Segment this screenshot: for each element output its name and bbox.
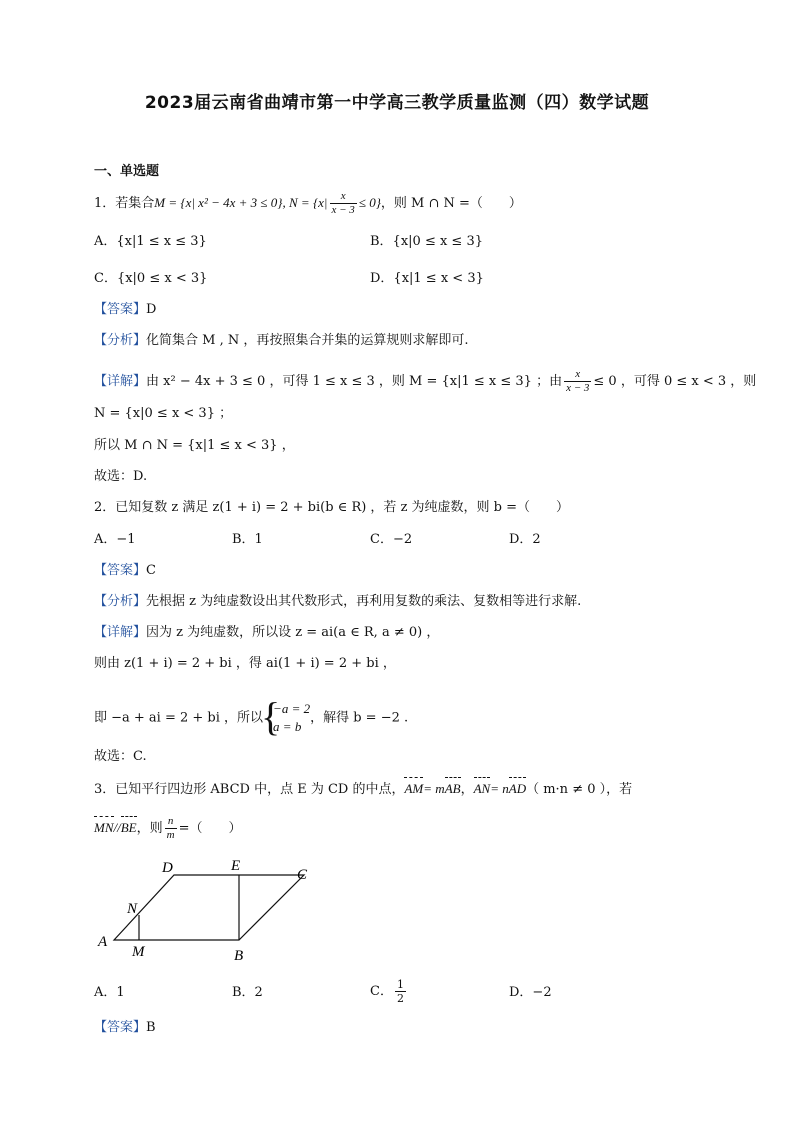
q2-stem: 2．已知复数 z 满足 z(1 + i) = 2 + bi(b ∈ R) ，若 z 为纯虚数，则 b =（ ） bbox=[94, 500, 570, 515]
q1-stem: 1．若集合M = {x| x² − 4x + 3 ≤ 0}, N = {x| $\frac{x}{x - 3}$ ≤ 0}，则 M ∩ N =（ ） bbox=[94, 190, 522, 216]
vector-be: BE bbox=[121, 818, 137, 838]
q2-equation-system: { −a = 2 a = b bbox=[261, 694, 311, 739]
parallelogram-abcd bbox=[114, 875, 304, 940]
q1-option-b[interactable]: B．{x|0 ≤ x ≤ 3} bbox=[370, 234, 483, 249]
vector-ad: AD bbox=[509, 779, 526, 799]
q2-option-b[interactable]: B．1 bbox=[232, 532, 263, 547]
q2-detail-line4: 故选：C. bbox=[94, 749, 147, 764]
label-d: D bbox=[162, 860, 173, 876]
q2-option-d[interactable]: D．2 bbox=[509, 532, 541, 547]
q2-analysis: 【分析】先根据 z 为纯虚数设出其代数形式，再利用复数的乘法、复数相等进行求解. bbox=[94, 594, 582, 609]
label-e: E bbox=[231, 858, 241, 874]
q1-option-a[interactable]: A．{x|1 ≤ x ≤ 3} bbox=[94, 234, 207, 249]
q1-detail-line1: 【详解】由 x² − 4x + 3 ≤ 0 ，可得 1 ≤ x ≤ 3 ，则 M = {x|1 ≤ x ≤ 3} ；由 $\frac{x}{x - 3}$ ≤ 0 ，可得 0 ≤ x < 3 ，则 bbox=[94, 368, 757, 394]
vector-an: AN bbox=[474, 779, 491, 799]
q2-detail-line2: 则由 z(1 + i) = 2 + bi ，得 ai(1 + i) = 2 + bi ， bbox=[94, 656, 396, 671]
page-title: 2023届云南省曲靖市第一中学高三教学质量监测（四）数学试题 bbox=[144, 93, 650, 113]
label-m: M bbox=[132, 944, 145, 960]
q1-detail-fraction: $\frac{x}{x - 3}$ bbox=[566, 368, 590, 394]
q3-stem-line2: MN//BE，则 $\frac{n}{m}$ =（ ） bbox=[94, 815, 242, 841]
q2-detail-line1: 【详解】因为 z 为纯虚数，所以设 z = ai(a ∈ R, a ≠ 0) ， bbox=[94, 625, 440, 640]
vector-mn: MN bbox=[94, 818, 114, 838]
q2-option-a[interactable]: A．−1 bbox=[94, 532, 136, 547]
parallelogram-figure bbox=[94, 850, 334, 965]
q3-option-d[interactable]: D．−2 bbox=[509, 985, 552, 1000]
label-c: C bbox=[297, 867, 308, 883]
q1-option-d[interactable]: D．{x|1 ≤ x < 3} bbox=[370, 271, 484, 286]
q1-analysis: 【分析】化简集合 M , N ，再按照集合并集的运算规则求解即可. bbox=[94, 333, 469, 348]
q3-option-c[interactable]: C． $\frac{1}{2}$ bbox=[370, 978, 404, 1005]
vector-am: AM bbox=[404, 779, 423, 799]
section-heading: 一、单选题 bbox=[94, 164, 160, 179]
q3-option-c-fraction: $\frac{1}{2}$ bbox=[396, 978, 404, 1005]
label-n: N bbox=[127, 901, 138, 917]
q3-stem-line1: 3．已知平行四边形 ABCD 中，点 E 为 CD 的中点，AM= mAB，AN= nAD（ m·n ≠ 0 ），若 bbox=[94, 781, 633, 797]
label-b: B bbox=[234, 948, 244, 964]
q1-option-c[interactable]: C．{x|0 ≤ x < 3} bbox=[94, 271, 208, 286]
q2-answer: 【答案】C bbox=[94, 563, 156, 578]
q1-detail-line3: 所以 M ∩ N = {x|1 ≤ x < 3} ， bbox=[94, 438, 295, 453]
q2-detail-line3: 即 −a + ai = 2 + bi ，所以 { −a = 2 a = b ，解得 b = −2 . bbox=[94, 694, 409, 739]
label-a: A bbox=[98, 934, 108, 950]
q3-option-a[interactable]: A．1 bbox=[94, 985, 125, 1000]
q1-detail-line2: N = {x|0 ≤ x < 3} ； bbox=[94, 406, 233, 421]
vector-ab: AB bbox=[445, 779, 461, 799]
q1-answer: 【答案】D bbox=[94, 302, 157, 317]
q1-fraction: $\frac{x}{x - 3}$ bbox=[331, 190, 355, 216]
q3-fraction: $\frac{n}{m}$ bbox=[166, 815, 175, 841]
q3-option-b[interactable]: B．2 bbox=[232, 985, 263, 1000]
q1-detail-line4: 故选：D. bbox=[94, 469, 148, 484]
q3-answer: 【答案】B bbox=[94, 1020, 156, 1035]
q2-option-c[interactable]: C．−2 bbox=[370, 532, 413, 547]
